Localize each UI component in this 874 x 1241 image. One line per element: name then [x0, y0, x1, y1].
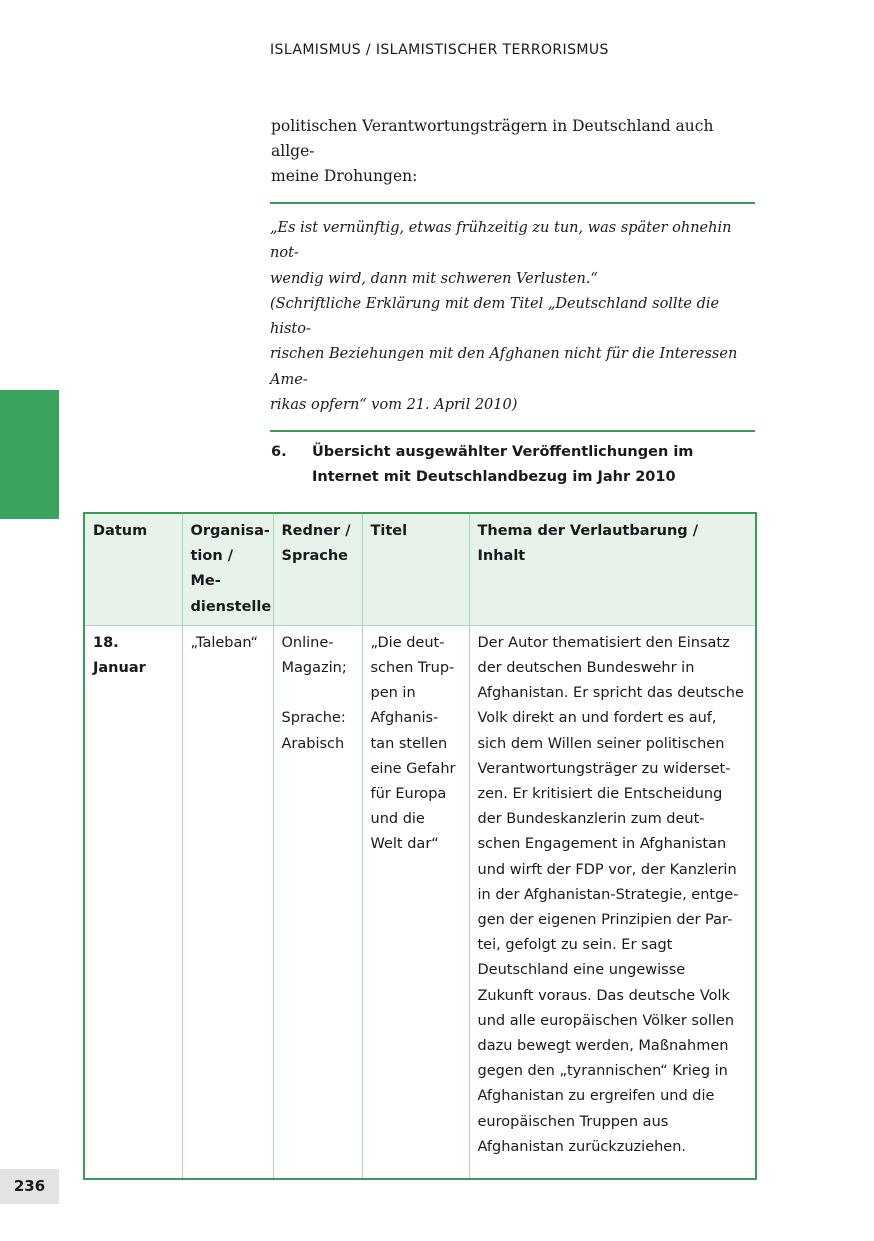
- header-line: Sprache: [281, 548, 349, 565]
- running-head: ISLAMISMUS / ISLAMISTISCHER TERRORISMUS: [270, 42, 609, 58]
- cell-line: „Taleban“: [190, 634, 259, 651]
- quote-source-line: rischen Beziehungen mit den Afghanen nicht für die Interessen Ame-: [270, 346, 738, 388]
- cell-line: eine Gefahr: [370, 760, 456, 777]
- cell-line: der Bundeskanzlerin zum deut-: [477, 811, 705, 828]
- header-title: [362, 513, 469, 625]
- header-speaker: [273, 513, 362, 625]
- cell-line: Afghanistan zurückzuziehen.: [477, 1138, 687, 1155]
- cell-line: Zukunft voraus. Das deutsche Volk: [477, 987, 730, 1004]
- section-title-line: Übersicht ausgewählter Veröffentlichungen im: [312, 444, 694, 460]
- header-date: [84, 513, 182, 625]
- cell-line: europäischen Truppen aus: [477, 1113, 669, 1130]
- page-number: 236: [0, 1169, 59, 1204]
- header-line: Datum: [93, 523, 148, 539]
- cell-line: tei, gefolgt zu sein. Er sagt: [477, 937, 673, 954]
- cell-line: schen Engagement in Afghanistan: [477, 836, 727, 853]
- intro-paragraph: [271, 114, 757, 189]
- section-heading: [271, 440, 751, 490]
- section-number: 6.: [271, 444, 287, 460]
- cell-line: Der Autor thematisiert den Einsatz: [477, 634, 730, 651]
- cell-line: in der Afghanistan-Strategie, entge-: [477, 886, 739, 903]
- cell-line: gegen den „tyrannischen“ Krieg in: [477, 1063, 728, 1080]
- cell-line: Afghanistan zu ergreifen und die: [477, 1088, 715, 1105]
- quote-box: [270, 202, 755, 432]
- cell-line: und wirft der FDP vor, der Kanzlerin: [477, 861, 737, 878]
- publications-table: [83, 512, 757, 1180]
- section-title-line: Internet mit Deutschlandbezug im Jahr 2010: [312, 469, 676, 485]
- table-row: [84, 625, 756, 1179]
- cell-line: für Europa: [370, 786, 447, 803]
- cell-line: Deutschland eine ungewisse: [477, 962, 686, 979]
- cell-line: Online-: [281, 634, 334, 651]
- cell-line: schen Trup-: [370, 660, 455, 677]
- cell-line: zen. Er kritisiert die Entscheidung: [477, 786, 723, 803]
- chapter-side-tab: [0, 390, 59, 519]
- header-line: Thema der Verlautbarung /: [477, 523, 699, 539]
- intro-line: politischen Verantwortungsträgern in Deutschland auch allge-: [271, 117, 714, 160]
- cell-line: gen der eigenen Prinzipien der Par-: [477, 912, 733, 929]
- cell-date: [84, 625, 182, 1179]
- cell-line: [282, 681, 354, 706]
- header-line: dienstelle: [190, 598, 272, 615]
- header-organisation: [182, 513, 273, 625]
- cell-line: Welt dar“: [370, 836, 439, 853]
- header-content: [469, 513, 756, 625]
- cell-line: Afghanis-: [370, 710, 439, 727]
- intro-line: meine Drohungen:: [271, 167, 418, 185]
- quote-source-line: (Schriftliche Erklärung mit dem Titel „Deutschland sollte die histo-: [270, 295, 720, 338]
- cell-line: sich dem Willen seiner politischen: [477, 735, 725, 752]
- cell-line: 18. Januar: [93, 634, 146, 677]
- cell-line: und die: [370, 811, 425, 828]
- header-line: Organisa-: [190, 523, 270, 539]
- cell-line: dazu bewegt werden, Maßnahmen: [477, 1038, 729, 1055]
- cell-line: Sprache:: [281, 710, 346, 727]
- cell-title: [362, 625, 469, 1179]
- cell-organisation: [182, 625, 273, 1179]
- quote-line: „Es ist vernünftig, etwas frühzeitig zu tun, was später ohnehin not-: [270, 220, 732, 262]
- cell-line: Arabisch: [281, 735, 345, 752]
- cell-line: Magazin;: [281, 660, 347, 677]
- cell-line: der deutschen Bundeswehr in: [477, 660, 695, 677]
- table-header-row: [84, 513, 756, 625]
- quote-source-line: rikas opfern“ vom 21. April 2010): [270, 397, 518, 414]
- cell-line: tan stellen: [370, 735, 448, 752]
- cell-line: „Die deut-: [370, 634, 445, 651]
- quote-line: wendig wird, dann mit schweren Verlusten.“: [270, 270, 598, 287]
- cell-line: und alle europäischen Völker sollen: [477, 1012, 735, 1029]
- cell-line: Verantwortungsträger zu widerset-: [477, 760, 731, 777]
- cell-line: pen in: [370, 685, 416, 702]
- cell-content: [469, 625, 756, 1179]
- cell-speaker: [273, 625, 362, 1179]
- header-line: tion / Me-: [190, 548, 234, 590]
- header-line: Redner /: [281, 523, 351, 539]
- header-line: Titel: [370, 523, 408, 539]
- header-line: Inhalt: [477, 548, 526, 565]
- cell-line: Afghanistan. Er spricht das deutsche: [477, 685, 744, 702]
- cell-line: Volk direkt an und fordert es auf,: [477, 710, 717, 727]
